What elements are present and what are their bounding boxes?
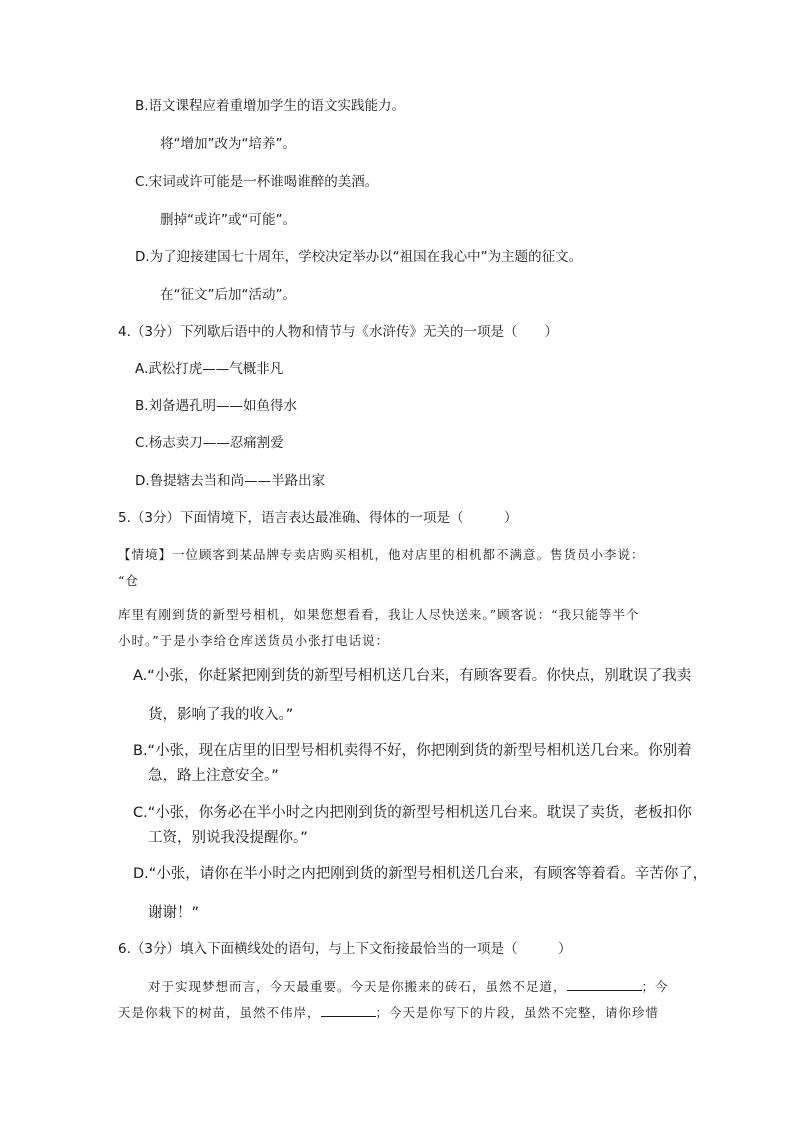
- q5-option-b-line-2: 急，路上注意安全。”: [148, 768, 279, 784]
- q3-option-b: B.语文课程应着重增加学生的语文实践能力。: [135, 98, 406, 114]
- q4-option-c: C.杨志卖刀——忍痛割爱: [135, 435, 284, 451]
- q5-context-line-3: 库里有刚到货的新型号相机，如果您想看看，我让人尽快送来。”顾客说：“我只能等半个: [118, 607, 640, 622]
- q5-stem: 5.（3分）下面情境下，语言表达最准确、得体的一项是（ ）: [118, 510, 518, 526]
- q3-option-c: C.宋词或许可能是一杯谁喝谁醉的美酒。: [135, 174, 379, 190]
- q3-option-d-fix: 在“征文”后加“活动”。: [160, 287, 296, 303]
- q6-passage-text: 对于实现梦想而言，今天最重要。今天是你搬来的砖石，虽然不足道，: [148, 979, 567, 994]
- q6-passage-text: ；今天是你写下的片段，虽然不完整，请你珍惜: [375, 1005, 660, 1020]
- q4-option-a: A.武松打虎——气概非凡: [135, 361, 284, 377]
- q6-blank-2: [321, 1002, 376, 1017]
- q5-option-c-line-1: C.“小张，你务必在半小时之内把刚到货的新型号相机送几台来。耽误了卖货，老板扣你: [133, 805, 692, 821]
- q4-option-b: B.刘备遇孔明——如鱼得水: [135, 398, 298, 414]
- q6-passage-line-1: [148, 976, 669, 997]
- q3-option-b-fix: 将“增加”改为“培养”。: [160, 136, 296, 152]
- q6-stem: 6.（3分）填入下面横线处的语句，与上下文衔接最恰当的一项是（ ）: [118, 941, 572, 957]
- q4-stem: 4.（3分）下列歇后语中的人物和情节与《水浒传》无关的一项是（ ）: [118, 324, 558, 340]
- q6-passage-text: 天是你栽下的树苗，虽然不伟岸，: [118, 1005, 321, 1020]
- q5-context-line-4: 小时。”于是小李给仓库送货员小张打电话说：: [118, 633, 390, 648]
- q6-passage-text: ；今: [641, 979, 669, 994]
- q5-option-a-line-1: A.“小张，你赶紧把刚到货的新型号相机送几台来，有顾客要看。你快点，别耽误了我卖: [133, 668, 692, 684]
- q5-option-d-line-1: D.“小张，请你在半小时之内把刚到货的新型号相机送几台来，有顾客等着看。辛苦你了，: [133, 866, 708, 882]
- q6-passage-line-2: [118, 1002, 659, 1023]
- q3-option-d: D.为了迎接建国七十周年，学校决定举办以“祖国在我心中”为主题的征文。: [135, 249, 583, 265]
- q6-blank-1: [567, 976, 642, 991]
- q5-context-line-2: “仓: [118, 573, 139, 588]
- q5-option-a-line-2: 货，影响了我的收入。”: [148, 707, 294, 723]
- q5-option-c-line-2: 工资，别说我没提醒你。”: [148, 830, 308, 846]
- q4-option-d: D.鲁提辖去当和尚——半路出家: [135, 473, 326, 489]
- q5-option-d-line-2: 谢谢！”: [148, 905, 200, 921]
- q5-option-b-line-1: B.“小张，现在店里的旧型号相机卖得不好，你把刚到货的新型号相机送几台来。你别着: [133, 743, 692, 759]
- q5-context-line-1: 【情境】一位顾客到某品牌专卖店购买相机，他对店里的相机都不满意。售货员小李说：: [118, 547, 645, 562]
- q3-option-c-fix: 删掉“或许”或“可能”。: [160, 212, 296, 228]
